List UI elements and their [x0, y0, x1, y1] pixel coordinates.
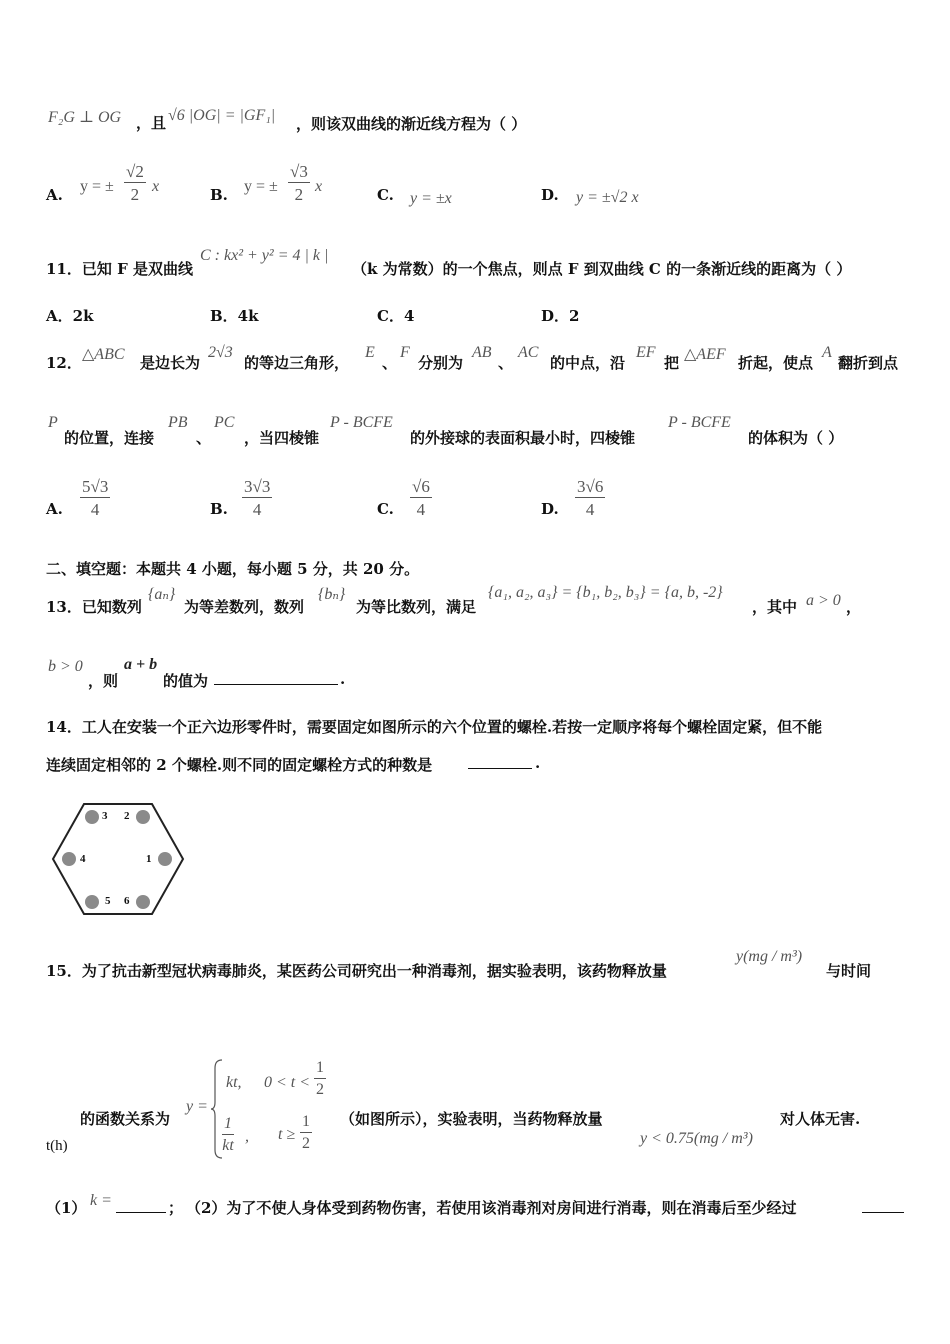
- q12-A: A: [822, 344, 832, 361]
- q11-option-c: C．4: [377, 307, 415, 325]
- q15-case-2-half: [300, 1114, 312, 1152]
- q15-sub-1-label: （1）: [46, 1199, 87, 1217]
- q13-sets: {a₁, a₂, a₃} = {b₁, b₂, b₃} = {a, b, -2}: [488, 584, 723, 601]
- q12-PC: PC: [214, 414, 235, 431]
- q12-option-c-fraction: [410, 478, 432, 518]
- bolt-label-6: 6: [124, 895, 130, 907]
- q15-case-2-fraction: [222, 1116, 234, 1154]
- q12-text-8: 的位置，连接: [64, 429, 155, 447]
- q11-option-a: A．2k: [46, 307, 94, 325]
- q10-option-a-num: √2: [126, 162, 144, 181]
- q10-option-d-label: D.: [541, 186, 559, 204]
- q12-option-d-num: 3√6: [577, 477, 604, 496]
- q15-line-1b: 与时间: [826, 962, 872, 980]
- q12-F: F: [400, 344, 410, 361]
- q11-stem-b: （k 为常数）的一个焦点，则点 F 到双曲线 C 的一条渐近线的距离为（ ）: [352, 260, 852, 278]
- q12-option-d-den: 4: [585, 500, 595, 519]
- q15-case-2-num: 1: [222, 1116, 234, 1135]
- q15-tail-text: 对人体无害.: [780, 1110, 861, 1128]
- q10-option-a-fraction: [124, 163, 146, 203]
- q12-option-c-num: √6: [412, 477, 430, 496]
- q12-text-11: 的体积为（ ）: [748, 429, 844, 447]
- q13-stem-e: ，则: [88, 672, 119, 690]
- q15-unit: y(mg / m³): [736, 948, 803, 965]
- q10-condition-math: F₂G ⊥ OG: [48, 109, 122, 126]
- q12-option-a-num: 5√3: [82, 477, 109, 496]
- bolt-6: [136, 895, 150, 909]
- q13-answer-blank[interactable]: [214, 684, 338, 685]
- q12-text-2: 的等边三角形，: [244, 354, 350, 372]
- bolt-label-1: 1: [146, 853, 152, 865]
- q12-option-c-den: 4: [416, 500, 426, 519]
- q15-case-2-comma: ,: [245, 1128, 249, 1145]
- q12-text-1: 是边长为: [140, 354, 201, 372]
- q12-AC: AC: [518, 344, 539, 361]
- bolt-5: [85, 895, 99, 909]
- q13-stem-d: ，其中: [752, 598, 798, 616]
- q12-text-10: 的外接球的表面积最小时，四棱锥: [410, 429, 636, 447]
- q12-option-b-fraction: [242, 478, 272, 518]
- q12-number: 12．: [46, 354, 82, 372]
- q12-P: P: [48, 414, 58, 431]
- q12-sep-3: 、: [196, 429, 212, 447]
- q12-option-b-den: 4: [252, 500, 262, 519]
- q15-line-1a: 15．为了抗击新型冠状病毒肺炎，某医药公司研究出一种消毒剂，据实验表明，该药物释放量: [46, 962, 667, 980]
- q10-option-b-pre: y = ±: [244, 178, 278, 195]
- q15-case-1-half: [314, 1060, 326, 1098]
- q15-answer-blank-1[interactable]: [116, 1212, 166, 1213]
- q12-side: 2√3: [208, 344, 233, 361]
- q14-line-2: 连续固定相邻的 2 个螺栓.则不同的固定螺栓方式的种数是: [46, 756, 433, 774]
- q15-sub-2: （2）为了不使人身体受到药物伤害，若使用该消毒剂对房间进行消毒，则在消毒后至少经过: [186, 1199, 797, 1217]
- q13-bn: {bₙ}: [318, 586, 346, 603]
- q11-stem-a: 11．已知 F 是双曲线: [46, 260, 193, 278]
- q12-EF: EF: [636, 344, 656, 361]
- bolt-label-2: 2: [124, 810, 130, 822]
- q15-case-2-half-num: 1: [300, 1114, 312, 1133]
- q12-sep-1: 、: [382, 354, 398, 372]
- q12-option-b-num: 3√3: [244, 477, 271, 496]
- q12-option-d-fraction: [575, 478, 605, 518]
- q12-AEF: △AEF: [684, 346, 726, 363]
- q13-end: .: [340, 670, 346, 688]
- q15-mid-text: （如图所示），实验表明，当药物释放量: [340, 1110, 603, 1128]
- q13-cond-a: a > 0: [806, 592, 841, 609]
- q10-option-b-fraction: [288, 163, 310, 203]
- q13-stem-b: 为等差数列，数列: [184, 598, 305, 616]
- q12-triangle: △ABC: [82, 346, 125, 363]
- q15-case-2-den: kt: [222, 1137, 234, 1154]
- q10-option-a-label: A.: [46, 186, 63, 204]
- q11-math: C : kx² + y² = 4 | k |: [200, 247, 329, 264]
- q13-cond-b: b > 0: [48, 658, 83, 675]
- bolt-label-5: 5: [105, 895, 111, 907]
- q10-option-b-post: x: [315, 178, 323, 195]
- q15-case-1-half-num: 1: [314, 1060, 326, 1079]
- q10-option-a-den: 2: [130, 185, 140, 204]
- q15-answer-blank-2[interactable]: [862, 1212, 904, 1213]
- q12-text-3: 分别为: [418, 354, 464, 372]
- q10-option-d-expr: y = ±√2 x: [576, 189, 639, 206]
- q10-option-b-label: B.: [210, 186, 228, 204]
- q15-y-equals: y =: [186, 1098, 208, 1115]
- hexagon-figure: [50, 802, 186, 916]
- q12-text-5: 把: [664, 354, 680, 372]
- q13-stem-f: 的值为: [163, 672, 209, 690]
- q12-option-a-fraction: [80, 478, 110, 518]
- q10-condition-math-2: √6 |OG| = |GF₁|: [168, 107, 276, 124]
- bolt-label-3: 3: [102, 810, 108, 822]
- q12-option-b-label: B.: [210, 500, 228, 518]
- q15-case-1-cond: 0 < t <: [264, 1074, 311, 1091]
- q12-text-6: 折起，使点: [738, 354, 814, 372]
- q12-AB: AB: [472, 344, 492, 361]
- q10-option-c-label: C.: [377, 186, 394, 204]
- q11-option-d: D．2: [541, 307, 580, 325]
- q10-option-c-expr: y = ±x: [410, 190, 452, 207]
- bolt-label-4: 4: [80, 853, 86, 865]
- q15-safe-condition: y < 0.75(mg / m³): [640, 1130, 753, 1147]
- bolt-3: [85, 810, 99, 824]
- q14-end: .: [535, 754, 541, 772]
- q15-func-lead: 的函数关系为: [80, 1110, 171, 1128]
- q12-text-7: 翻折到点: [838, 354, 899, 372]
- q10-stem-text: ，则该双曲线的渐近线方程为（ ）: [296, 115, 527, 133]
- q15-case-2-cond: t ≥: [278, 1126, 296, 1143]
- q12-option-c-label: C.: [377, 500, 394, 518]
- q12-text-4: 的中点，沿: [550, 354, 626, 372]
- section-2-title: 二、填空题：本题共 4 小题，每小题 5 分，共 20 分。: [46, 560, 420, 578]
- q14-line-1: 14．工人在安装一个正六边形零件时，需要固定如图所示的六个位置的螺栓.若按一定顺序将每个螺栓固定紧，但不能: [46, 718, 823, 736]
- q12-pyramid-2: P - BCFE: [668, 414, 731, 431]
- q15-sub-separator: ；: [168, 1199, 184, 1217]
- q10-option-a-post: x: [152, 178, 160, 195]
- q12-option-d-label: D.: [541, 500, 559, 518]
- q12-pyramid-1: P - BCFE: [330, 414, 393, 431]
- bolt-2: [136, 810, 150, 824]
- q15-k-equals: k =: [90, 1192, 112, 1209]
- q10-option-b-num: √3: [290, 162, 308, 181]
- q13-stem-c: 为等比数列，满足: [356, 598, 477, 616]
- q13-an: {aₙ}: [148, 586, 176, 603]
- q12-option-a-label: A.: [46, 500, 63, 518]
- q10-and: ，且: [136, 114, 167, 132]
- q13-comma: ，: [846, 598, 862, 616]
- q10-option-a-pre: y = ±: [80, 178, 114, 195]
- q15-time-unit: t(h): [46, 1138, 68, 1154]
- q12-sep-2: 、: [498, 354, 514, 372]
- q13-sum: a + b: [124, 656, 158, 673]
- q15-case-2-half-den: 2: [302, 1135, 310, 1152]
- q12-text-9: ，当四棱锥: [244, 429, 320, 447]
- q12-E: E: [365, 344, 375, 361]
- q14-answer-blank[interactable]: [468, 768, 532, 769]
- q15-case-1: kt,: [226, 1074, 242, 1091]
- bolt-1: [158, 852, 172, 866]
- q13-stem-a: 13．已知数列: [46, 598, 142, 616]
- q12-option-a-den: 4: [90, 500, 100, 519]
- q10-option-b-den: 2: [294, 185, 304, 204]
- bolt-4: [62, 852, 76, 866]
- q11-option-b: B．4k: [210, 307, 259, 325]
- q15-case-1-half-den: 2: [316, 1081, 324, 1098]
- q12-PB: PB: [168, 414, 188, 431]
